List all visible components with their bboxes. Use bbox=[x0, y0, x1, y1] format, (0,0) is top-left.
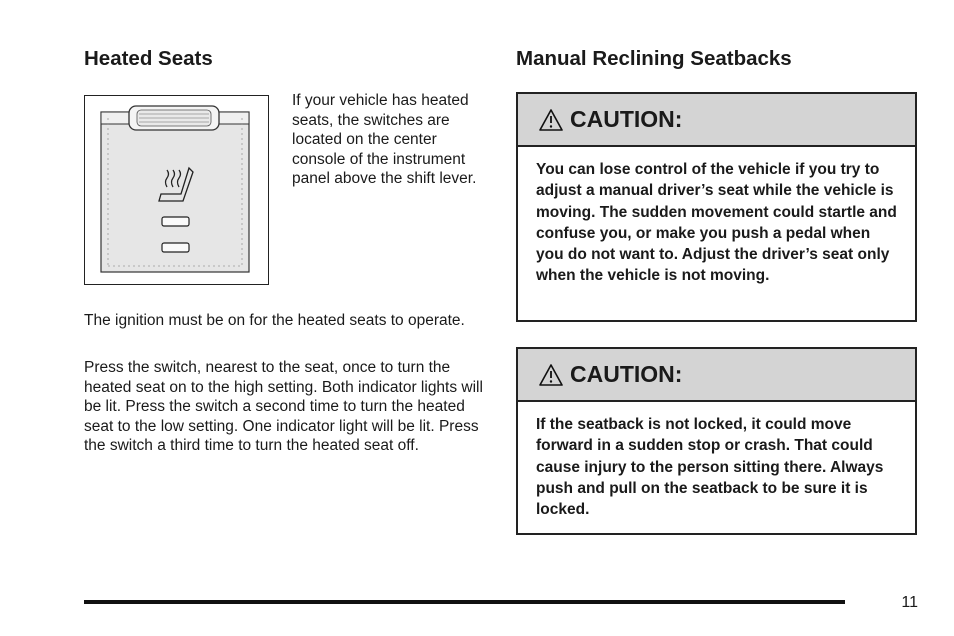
page-number: 11 bbox=[901, 594, 918, 611]
caution-label: CAUTION: bbox=[570, 106, 683, 132]
heated-seat-switch-illustration bbox=[84, 95, 269, 285]
caution-header bbox=[518, 94, 915, 147]
caution-text: If the seatback is not locked, it could move forward in a sudden stop or crash. That could cause injury to the person sitting there. Always push and pull on the seatback to be sure it is locked. bbox=[536, 416, 884, 519]
warning-triangle-icon bbox=[538, 108, 564, 132]
switch-operation-paragraph: Press the switch, nearest to the seat, once to turn the heated seat on to the high setting. Both indicator lights will be lit. Press the switch a second time to turn the heated seat to the low setting. One indicator light will be lit. Press the switch a third time to turn the heated seat off. bbox=[84, 359, 483, 454]
heated-seat-switch-drawing bbox=[85, 96, 267, 283]
caution-text: You can lose control of the vehicle if you try to adjust a manual driver’s seat while the vehicle is moving. The sudden movement could startle and confuse you, or make you push a pedal when you do not want to. Adjust the driver’s seat only when the vehicle is not moving. bbox=[536, 161, 897, 285]
figure-caption: If your vehicle has heated seats, the switches are located on the center console of the instrument panel above the shift lever. bbox=[292, 92, 477, 187]
ignition-paragraph: The ignition must be on for the heated seats to operate. bbox=[84, 312, 465, 329]
indicator-light-1 bbox=[162, 217, 189, 226]
warning-triangle-icon bbox=[538, 363, 564, 387]
caution-box-seatback-lock bbox=[516, 347, 917, 535]
caution-label: CAUTION: bbox=[570, 361, 683, 387]
indicator-light-2 bbox=[162, 243, 189, 252]
manual-reclining-heading: Manual Reclining Seatbacks bbox=[516, 47, 792, 70]
heated-seats-heading: Heated Seats bbox=[84, 47, 213, 70]
footer-rule bbox=[84, 600, 845, 604]
caution-header bbox=[518, 349, 915, 402]
caution-box-seat-adjust bbox=[516, 92, 917, 322]
